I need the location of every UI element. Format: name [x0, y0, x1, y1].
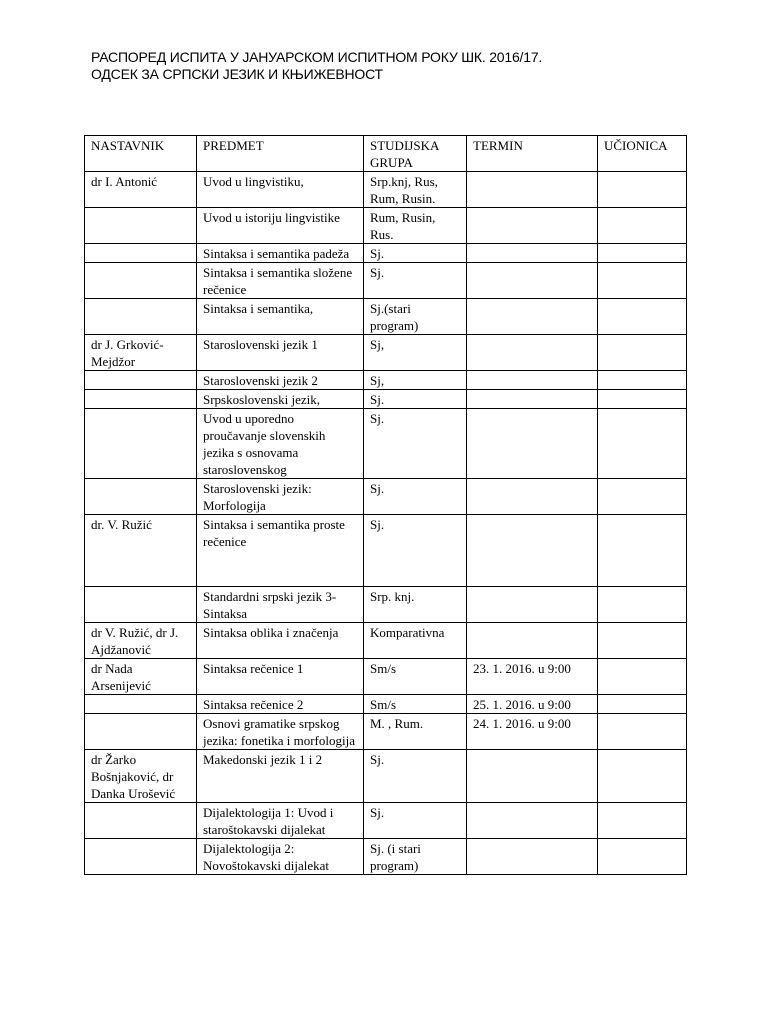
table-row — [85, 390, 687, 409]
cell-ucionica — [598, 714, 687, 750]
cell-studijska-grupa: Srp.knj, Rus, Rum, Rusin. — [364, 172, 467, 208]
cell-predmet: Dijalektologija 2: Novoštokavski dijalekat — [197, 839, 364, 875]
cell-predmet: Srpskoslovenski jezik, — [197, 390, 364, 409]
cell-termin — [467, 409, 598, 479]
cell-studijska-grupa: Komparativna — [364, 623, 467, 659]
cell-ucionica — [598, 244, 687, 263]
cell-predmet: Sintaksa i semantika složene rečenice — [197, 263, 364, 299]
cell-predmet: Uvod u istoriju lingvistike — [197, 208, 364, 244]
cell-termin — [467, 587, 598, 623]
table-row — [85, 335, 687, 371]
cell-termin: 23. 1. 2016. u 9:00 — [467, 659, 598, 695]
cell-studijska-grupa: Sj, — [364, 371, 467, 390]
table-row — [85, 695, 687, 714]
cell-termin — [467, 750, 598, 803]
cell-termin — [467, 803, 598, 839]
cell-studijska-grupa: Sj. — [364, 803, 467, 839]
column-header-termin: TERMIN — [467, 136, 598, 172]
table-row — [85, 299, 687, 335]
cell-studijska-grupa: Sj. — [364, 244, 467, 263]
table-row — [85, 659, 687, 695]
cell-predmet: Staroslovenski jezik: Morfologija — [197, 479, 364, 515]
column-header-predmet: PREDMET — [197, 136, 364, 172]
cell-predmet: Staroslovenski jezik 1 — [197, 335, 364, 371]
cell-predmet: Uvod u uporedno proučavanje slovenskih jezika s osnovama staroslovenskog — [197, 409, 364, 479]
cell-nastavnik: dr J. Grković-Mejdžor — [85, 335, 197, 371]
table-row — [85, 623, 687, 659]
cell-termin — [467, 299, 598, 335]
table-row — [85, 587, 687, 623]
cell-ucionica — [598, 208, 687, 244]
cell-studijska-grupa: Rum, Rusin, Rus. — [364, 208, 467, 244]
cell-studijska-grupa: Sj.(stari program) — [364, 299, 467, 335]
cell-ucionica — [598, 750, 687, 803]
cell-termin — [467, 839, 598, 875]
table-row — [85, 714, 687, 750]
table-row — [85, 803, 687, 839]
cell-ucionica — [598, 623, 687, 659]
table-row — [85, 371, 687, 390]
cell-studijska-grupa: Sj. — [364, 263, 467, 299]
cell-predmet: Dijalektologija 1: Uvod i staroštokavski dijalekat — [197, 803, 364, 839]
cell-predmet: Sintaksa rečenice 1 — [197, 659, 364, 695]
column-header-studijska-grupa: STUDIJSKA GRUPA — [364, 136, 467, 172]
cell-nastavnik — [85, 587, 197, 623]
table-row — [85, 750, 687, 803]
cell-termin — [467, 515, 598, 587]
cell-studijska-grupa: M. , Rum. — [364, 714, 467, 750]
cell-nastavnik — [85, 244, 197, 263]
cell-termin — [467, 390, 598, 409]
cell-ucionica — [598, 172, 687, 208]
cell-termin — [467, 172, 598, 208]
cell-nastavnik — [85, 479, 197, 515]
cell-termin — [467, 208, 598, 244]
cell-nastavnik — [85, 839, 197, 875]
table-row — [85, 244, 687, 263]
cell-studijska-grupa: Sm/s — [364, 659, 467, 695]
cell-ucionica — [598, 659, 687, 695]
heading-line-2: ОДСЕК ЗА СРПСКИ ЈЕЗИК И КЊИЖЕВНОСТ — [91, 66, 383, 82]
cell-ucionica — [598, 371, 687, 390]
cell-predmet: Osnovi gramatike srpskog jezika: fonetika i morfologija — [197, 714, 364, 750]
cell-predmet: Sintaksa i semantika, — [197, 299, 364, 335]
cell-termin — [467, 623, 598, 659]
table-row — [85, 263, 687, 299]
cell-nastavnik — [85, 714, 197, 750]
table-row — [85, 172, 687, 208]
cell-ucionica — [598, 479, 687, 515]
cell-nastavnik: dr I. Antonić — [85, 172, 197, 208]
cell-predmet: Staroslovenski jezik 2 — [197, 371, 364, 390]
cell-ucionica — [598, 263, 687, 299]
cell-studijska-grupa: Sj. — [364, 409, 467, 479]
cell-termin — [467, 244, 598, 263]
cell-studijska-grupa: Sj. — [364, 479, 467, 515]
cell-nastavnik — [85, 390, 197, 409]
cell-ucionica — [598, 335, 687, 371]
cell-nastavnik — [85, 263, 197, 299]
cell-studijska-grupa: Sj. (i stari program) — [364, 839, 467, 875]
table-row — [85, 208, 687, 244]
cell-ucionica — [598, 587, 687, 623]
cell-predmet: Sintaksa rečenice 2 — [197, 695, 364, 714]
cell-nastavnik — [85, 299, 197, 335]
cell-termin — [467, 371, 598, 390]
cell-studijska-grupa: Sj, — [364, 335, 467, 371]
cell-nastavnik: dr Nada Arsenijević — [85, 659, 197, 695]
column-header-nastavnik: NASTAVNIK — [85, 136, 197, 172]
table-row — [85, 479, 687, 515]
cell-termin — [467, 335, 598, 371]
cell-nastavnik — [85, 208, 197, 244]
cell-studijska-grupa: Sj. — [364, 390, 467, 409]
cell-predmet: Standardni srpski jezik 3-Sintaksa — [197, 587, 364, 623]
cell-studijska-grupa: Sj. — [364, 750, 467, 803]
cell-nastavnik — [85, 371, 197, 390]
heading-line-1: РАСПОРЕД ИСПИТА У ЈАНУАРСКОМ ИСПИТНОМ РОКУ ШК. 2016/17. — [91, 49, 543, 65]
cell-ucionica — [598, 803, 687, 839]
cell-termin: 24. 1. 2016. u 9:00 — [467, 714, 598, 750]
exam-schedule-table — [84, 135, 687, 875]
cell-studijska-grupa: Srp. knj. — [364, 587, 467, 623]
table-row — [85, 409, 687, 479]
cell-nastavnik — [85, 803, 197, 839]
cell-predmet: Uvod u lingvistiku, — [197, 172, 364, 208]
cell-ucionica — [598, 390, 687, 409]
cell-predmet: Makedonski jezik 1 i 2 — [197, 750, 364, 803]
cell-ucionica — [598, 695, 687, 714]
cell-studijska-grupa: Sm/s — [364, 695, 467, 714]
header-row — [85, 136, 687, 172]
document-heading — [91, 49, 542, 83]
table-header — [85, 136, 687, 172]
cell-nastavnik — [85, 409, 197, 479]
column-header-ucionica: UČIONICA — [598, 136, 687, 172]
cell-termin — [467, 263, 598, 299]
table-row — [85, 515, 687, 587]
cell-termin: 25. 1. 2016. u 9:00 — [467, 695, 598, 714]
cell-predmet: Sintaksa i semantika proste rečenice — [197, 515, 364, 587]
cell-studijska-grupa: Sj. — [364, 515, 467, 587]
cell-nastavnik — [85, 695, 197, 714]
cell-ucionica — [598, 839, 687, 875]
cell-ucionica — [598, 299, 687, 335]
cell-nastavnik: dr Žarko Bošnjaković, dr Danka Urošević — [85, 750, 197, 803]
cell-nastavnik: dr. V. Ružić — [85, 515, 197, 587]
cell-predmet: Sintaksa oblika i značenja — [197, 623, 364, 659]
table-row — [85, 839, 687, 875]
cell-nastavnik: dr V. Ružić, dr J. Ajdžanović — [85, 623, 197, 659]
cell-ucionica — [598, 409, 687, 479]
table-body — [85, 172, 687, 875]
cell-ucionica — [598, 515, 687, 587]
cell-predmet: Sintaksa i semantika padeža — [197, 244, 364, 263]
cell-termin — [467, 479, 598, 515]
